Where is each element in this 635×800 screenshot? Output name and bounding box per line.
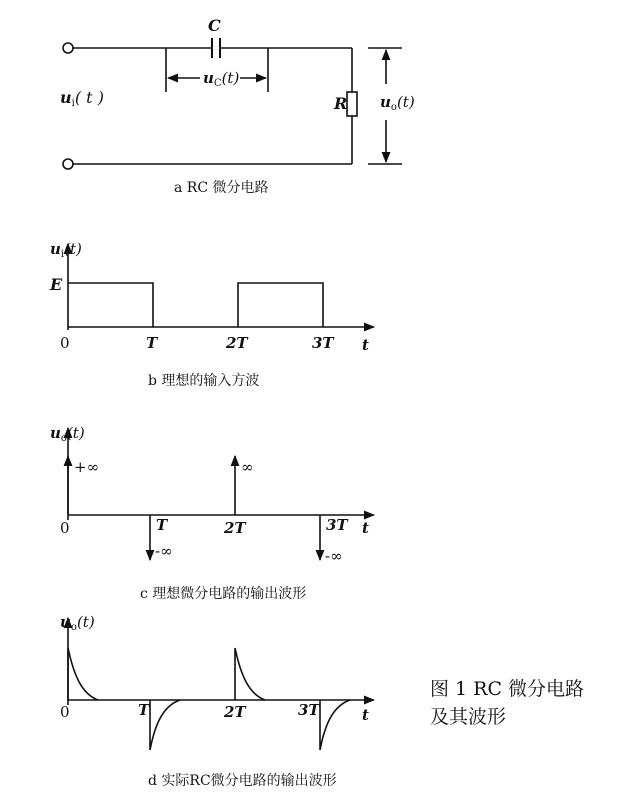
panel-c-x-label: t (362, 519, 369, 537)
level-e-label: E (50, 275, 63, 294)
panel-d-tick-3t: 3T (298, 701, 320, 719)
panel-d-tick-t: T (138, 701, 150, 719)
resistor (347, 92, 357, 116)
caption-b: b 理想的输入方波 (148, 373, 260, 389)
impulse-label-plus-inf: +∞ (74, 458, 100, 476)
panel-b-input-square-wave (49, 240, 374, 389)
input-terminal-bottom (63, 159, 73, 169)
decay-curve-2t (235, 648, 265, 700)
figure-title-line-2: 及其波形 (430, 706, 507, 728)
panel-c-tick-3t: 3T (326, 516, 348, 534)
panel-c-tick-0: 0 (60, 519, 70, 537)
panel-c-ideal-output (50, 424, 374, 602)
panel-d-actual-output (60, 613, 374, 789)
panel-c-tick-t: T (156, 516, 168, 534)
panel-b-tick-3t: 3T (312, 334, 334, 352)
decay-curve-t (150, 700, 180, 750)
decay-curve-3t (320, 700, 350, 750)
impulse-label-minus-inf-3t: -∞ (325, 547, 343, 565)
impulse-label-inf-2t: ∞ (241, 458, 254, 476)
decay-curve-0 (68, 648, 98, 700)
panel-c-y-label: $u_o(t)$ (50, 424, 85, 444)
input-voltage-label: ui( t ) (60, 88, 104, 109)
panel-b-tick-2t: 2T (226, 334, 248, 352)
caption-d: d 实际RC微分电路的输出波形 (148, 773, 337, 789)
circuit-diagram (60, 16, 415, 196)
figure-title-line-1: 图 1 RC 微分电路 (430, 678, 585, 700)
panel-b-tick-t: T (146, 334, 158, 352)
capacitor-label: C (208, 16, 221, 35)
panel-d-tick-0: 0 (60, 703, 70, 721)
output-voltage-label: $u_o(t)$ (380, 93, 415, 113)
caption-a: a RC 微分电路 (174, 180, 269, 196)
panel-d-x-label: t (362, 706, 369, 724)
panel-d-y-label: $u_o(t)$ (60, 613, 95, 633)
panel-b-tick-0: 0 (60, 334, 70, 352)
panel-c-tick-2t: 2T (224, 519, 246, 537)
input-pulse-2 (238, 283, 323, 327)
input-pulse-1 (68, 283, 153, 327)
input-terminal-top (63, 43, 73, 53)
resistor-label: R (334, 94, 348, 113)
uc-label: $u_C(t)$ (203, 69, 240, 89)
panel-b-y-label: $u_i(t)$ (50, 240, 82, 260)
panel-d-tick-2t: 2T (224, 703, 246, 721)
caption-c: c 理想微分电路的输出波形 (140, 586, 307, 602)
panel-b-x-label: t (362, 336, 369, 354)
impulse-label-minus-inf-t: -∞ (155, 542, 173, 560)
capacitor (212, 38, 220, 58)
